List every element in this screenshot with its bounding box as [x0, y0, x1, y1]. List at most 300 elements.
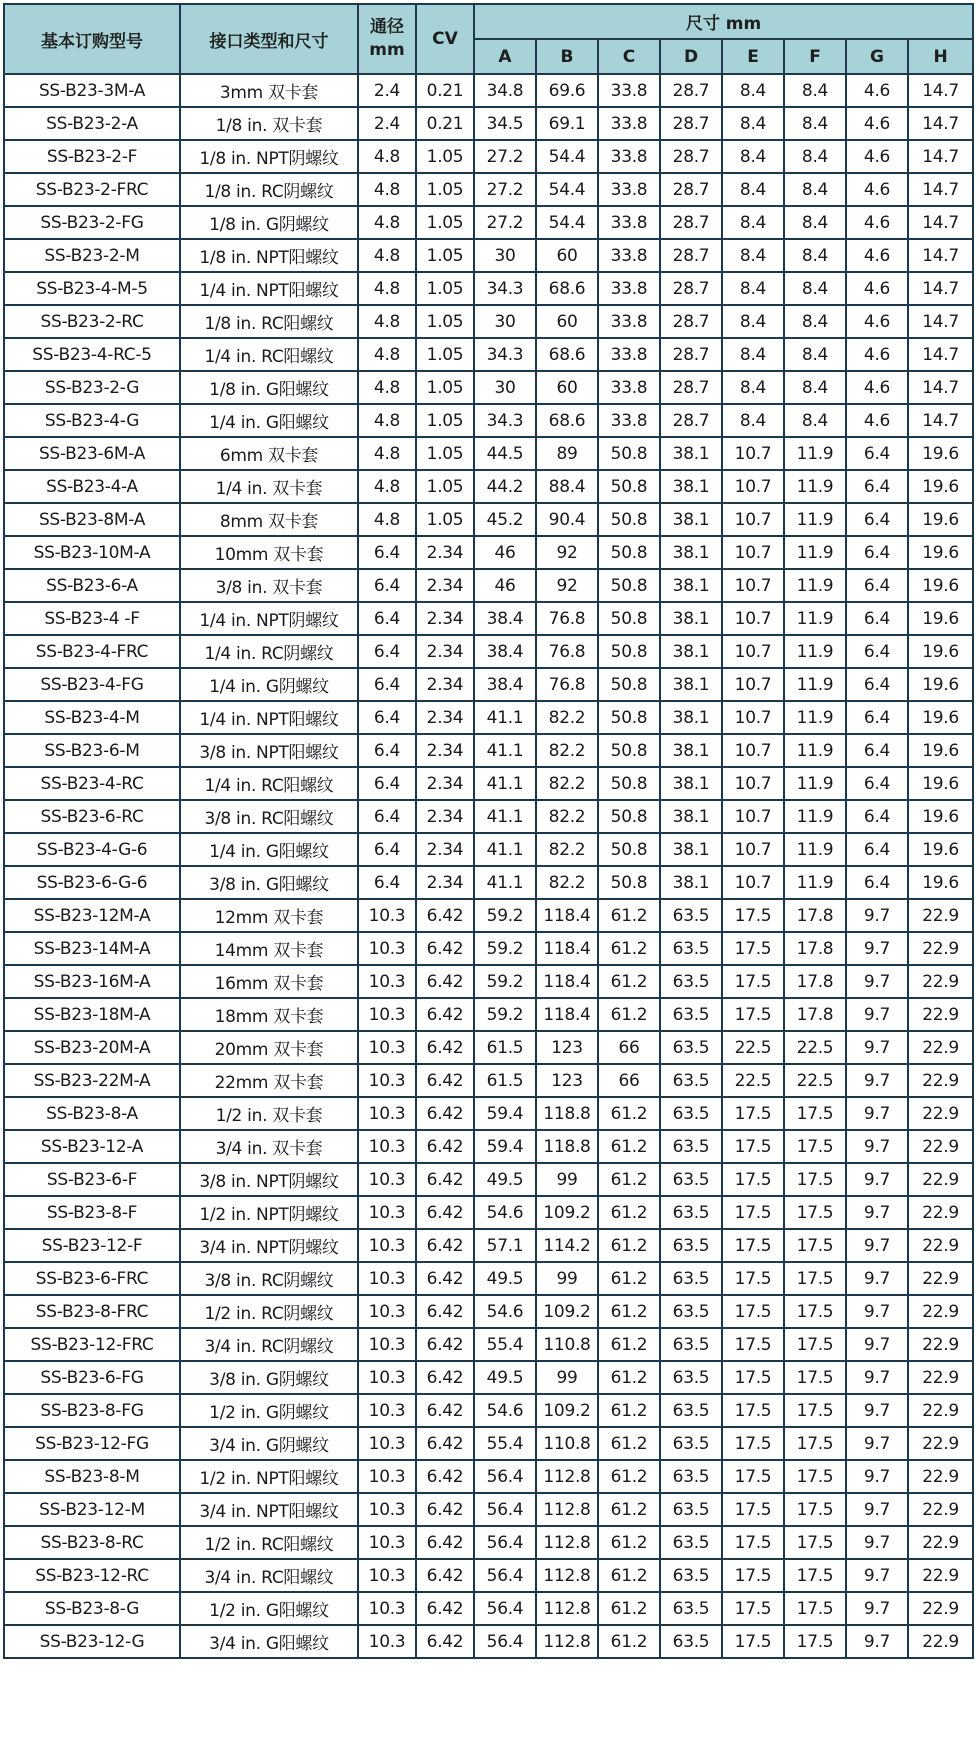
- cell-cv: 2.34: [416, 734, 474, 767]
- cell-dim-d: 38.1: [660, 569, 722, 602]
- cell-bore: 10.3: [358, 1559, 416, 1592]
- cell-dim-f: 22.5: [784, 1031, 846, 1064]
- cell-model: SS-B23-4-A: [4, 470, 180, 503]
- cell-dim-a: 38.4: [474, 635, 536, 668]
- cell-dim-h: 19.6: [908, 503, 973, 536]
- cell-dim-d: 63.5: [660, 1394, 722, 1427]
- cell-dim-h: 22.9: [908, 1229, 973, 1262]
- table-row: [4, 602, 973, 635]
- cell-dim-e: 10.7: [722, 503, 784, 536]
- cell-dim-d: 28.7: [660, 107, 722, 140]
- table-row: [4, 767, 973, 800]
- cell-dim-f: 11.9: [784, 833, 846, 866]
- cell-dim-g: 9.7: [846, 1625, 908, 1658]
- cell-dim-b: 60: [536, 371, 598, 404]
- cell-dim-d: 63.5: [660, 1163, 722, 1196]
- cell-dim-d: 38.1: [660, 536, 722, 569]
- cell-dim-e: 17.5: [722, 1295, 784, 1328]
- cell-dim-e: 8.4: [722, 338, 784, 371]
- cell-dim-f: 17.5: [784, 1361, 846, 1394]
- cell-dim-c: 61.2: [598, 1163, 660, 1196]
- cell-dim-e: 17.5: [722, 899, 784, 932]
- cell-dim-f: 8.4: [784, 107, 846, 140]
- cell-dim-c: 50.8: [598, 569, 660, 602]
- cell-dim-b: 82.2: [536, 833, 598, 866]
- cell-dim-a: 44.5: [474, 437, 536, 470]
- cell-dim-h: 14.7: [908, 371, 973, 404]
- cell-dim-h: 19.6: [908, 569, 973, 602]
- cell-dim-h: 22.9: [908, 1592, 973, 1625]
- cell-dim-a: 61.5: [474, 1064, 536, 1097]
- table-row: [4, 1229, 973, 1262]
- cell-dim-h: 19.6: [908, 470, 973, 503]
- cell-dim-g: 9.7: [846, 1427, 908, 1460]
- cell-dim-h: 14.7: [908, 338, 973, 371]
- cell-dim-g: 4.6: [846, 404, 908, 437]
- spec-table: [3, 3, 974, 1659]
- cell-dim-h: 22.9: [908, 1262, 973, 1295]
- cell-dim-b: 112.8: [536, 1592, 598, 1625]
- cell-dim-g: 9.7: [846, 1460, 908, 1493]
- cell-dim-b: 114.2: [536, 1229, 598, 1262]
- table-row: [4, 272, 973, 305]
- cell-interface: 3/4 in. G阳螺纹: [180, 1625, 358, 1658]
- cell-dim-a: 56.4: [474, 1592, 536, 1625]
- cell-dim-d: 38.1: [660, 437, 722, 470]
- cell-bore: 10.3: [358, 1526, 416, 1559]
- cell-dim-d: 63.5: [660, 1064, 722, 1097]
- table-row: [4, 965, 973, 998]
- cell-bore: 4.8: [358, 470, 416, 503]
- cell-model: SS-B23-22M-A: [4, 1064, 180, 1097]
- header-dim-e: E: [722, 39, 784, 74]
- cell-dim-e: 17.5: [722, 1361, 784, 1394]
- cell-bore: 6.4: [358, 800, 416, 833]
- cell-interface: 10mm 双卡套: [180, 536, 358, 569]
- cell-model: SS-B23-6-FRC: [4, 1262, 180, 1295]
- cell-dim-b: 110.8: [536, 1328, 598, 1361]
- cell-dim-b: 110.8: [536, 1427, 598, 1460]
- table-row: [4, 437, 973, 470]
- table-row: [4, 800, 973, 833]
- cell-dim-e: 17.5: [722, 1559, 784, 1592]
- cell-dim-g: 4.6: [846, 107, 908, 140]
- cell-dim-c: 33.8: [598, 272, 660, 305]
- cell-dim-g: 4.6: [846, 74, 908, 107]
- cell-dim-a: 45.2: [474, 503, 536, 536]
- cell-interface: 3/4 in. RC阳螺纹: [180, 1559, 358, 1592]
- cell-interface: 1/8 in. G阴螺纹: [180, 206, 358, 239]
- cell-model: SS-B23-12-M: [4, 1493, 180, 1526]
- cell-dim-a: 57.1: [474, 1229, 536, 1262]
- cell-dim-e: 17.5: [722, 1262, 784, 1295]
- cell-interface: 3/4 in. G阴螺纹: [180, 1427, 358, 1460]
- cell-model: SS-B23-4-G: [4, 404, 180, 437]
- cell-dim-b: 82.2: [536, 866, 598, 899]
- cell-interface: 3/4 in. NPT阳螺纹: [180, 1493, 358, 1526]
- cell-cv: 2.34: [416, 569, 474, 602]
- cell-dim-g: 9.7: [846, 1031, 908, 1064]
- cell-cv: 6.42: [416, 1262, 474, 1295]
- cell-dim-e: 8.4: [722, 239, 784, 272]
- cell-dim-e: 8.4: [722, 272, 784, 305]
- cell-dim-g: 9.7: [846, 1196, 908, 1229]
- cell-cv: 6.42: [416, 1031, 474, 1064]
- cell-model: SS-B23-6-G-6: [4, 866, 180, 899]
- cell-dim-f: 11.9: [784, 734, 846, 767]
- cell-cv: 6.42: [416, 1427, 474, 1460]
- table-row: [4, 1559, 973, 1592]
- cell-dim-f: 11.9: [784, 866, 846, 899]
- cell-interface: 3/8 in. NPT阴螺纹: [180, 1163, 358, 1196]
- cell-dim-e: 17.5: [722, 1427, 784, 1460]
- cell-dim-a: 34.8: [474, 74, 536, 107]
- cell-dim-e: 17.5: [722, 1394, 784, 1427]
- cell-dim-g: 9.7: [846, 1229, 908, 1262]
- cell-dim-g: 6.4: [846, 569, 908, 602]
- cell-dim-d: 63.5: [660, 932, 722, 965]
- cell-dim-d: 63.5: [660, 1229, 722, 1262]
- cell-model: SS-B23-6-A: [4, 569, 180, 602]
- cell-dim-h: 22.9: [908, 1361, 973, 1394]
- cell-dim-f: 8.4: [784, 206, 846, 239]
- table-row: [4, 140, 973, 173]
- cell-interface: 3/4 in. 双卡套: [180, 1130, 358, 1163]
- cell-dim-f: 17.8: [784, 932, 846, 965]
- cell-dim-c: 50.8: [598, 437, 660, 470]
- cell-dim-h: 22.9: [908, 1493, 973, 1526]
- cell-interface: 3/8 in. G阴螺纹: [180, 1361, 358, 1394]
- cell-cv: 6.42: [416, 1196, 474, 1229]
- cell-dim-g: 4.6: [846, 272, 908, 305]
- cell-dim-f: 17.5: [784, 1526, 846, 1559]
- cell-dim-g: 6.4: [846, 503, 908, 536]
- cell-dim-g: 6.4: [846, 536, 908, 569]
- cell-bore: 10.3: [358, 1097, 416, 1130]
- table-row: [4, 173, 973, 206]
- cell-dim-e: 17.5: [722, 1625, 784, 1658]
- cell-dim-h: 22.9: [908, 1196, 973, 1229]
- cell-dim-f: 8.4: [784, 74, 846, 107]
- cell-dim-h: 22.9: [908, 1163, 973, 1196]
- cell-dim-h: 22.9: [908, 965, 973, 998]
- cell-dim-f: 17.8: [784, 965, 846, 998]
- cell-dim-c: 61.2: [598, 1526, 660, 1559]
- cell-cv: 6.42: [416, 965, 474, 998]
- cell-interface: 8mm 双卡套: [180, 503, 358, 536]
- cell-dim-a: 34.5: [474, 107, 536, 140]
- cell-dim-b: 68.6: [536, 272, 598, 305]
- cell-dim-g: 9.7: [846, 1493, 908, 1526]
- cell-interface: 3/4 in. NPT阴螺纹: [180, 1229, 358, 1262]
- cell-bore: 10.3: [358, 1394, 416, 1427]
- cell-dim-e: 17.5: [722, 1196, 784, 1229]
- cell-dim-c: 61.2: [598, 1460, 660, 1493]
- cell-bore: 6.4: [358, 635, 416, 668]
- cell-dim-h: 19.6: [908, 833, 973, 866]
- cell-model: SS-B23-6-FG: [4, 1361, 180, 1394]
- cell-model: SS-B23-4-M: [4, 701, 180, 734]
- cell-dim-c: 61.2: [598, 1328, 660, 1361]
- cell-model: SS-B23-2-A: [4, 107, 180, 140]
- cell-dim-d: 63.5: [660, 1460, 722, 1493]
- cell-dim-a: 59.2: [474, 965, 536, 998]
- cell-dim-b: 112.8: [536, 1460, 598, 1493]
- table-row: [4, 1361, 973, 1394]
- header-dim-a: A: [474, 39, 536, 74]
- cell-cv: 1.05: [416, 173, 474, 206]
- cell-dim-a: 41.1: [474, 833, 536, 866]
- table-row: [4, 1031, 973, 1064]
- cell-bore: 4.8: [358, 437, 416, 470]
- table-row: [4, 1196, 973, 1229]
- cell-dim-g: 9.7: [846, 1361, 908, 1394]
- cell-cv: 2.34: [416, 866, 474, 899]
- cell-dim-g: 4.6: [846, 239, 908, 272]
- cell-dim-h: 14.7: [908, 272, 973, 305]
- cell-dim-h: 14.7: [908, 206, 973, 239]
- cell-dim-a: 56.4: [474, 1460, 536, 1493]
- cell-dim-c: 61.2: [598, 1196, 660, 1229]
- cell-interface: 1/4 in. RC阴螺纹: [180, 635, 358, 668]
- cell-dim-d: 63.5: [660, 1427, 722, 1460]
- cell-dim-c: 50.8: [598, 866, 660, 899]
- cell-dim-h: 19.6: [908, 866, 973, 899]
- cell-dim-e: 10.7: [722, 536, 784, 569]
- cell-bore: 10.3: [358, 1163, 416, 1196]
- cell-dim-f: 17.8: [784, 899, 846, 932]
- cell-cv: 1.05: [416, 239, 474, 272]
- cell-dim-c: 50.8: [598, 602, 660, 635]
- cell-dim-f: 17.5: [784, 1460, 846, 1493]
- header-model: 基本订购型号: [4, 4, 180, 74]
- cell-dim-h: 22.9: [908, 1031, 973, 1064]
- cell-dim-d: 63.5: [660, 1130, 722, 1163]
- cell-model: SS-B23-4-RC: [4, 767, 180, 800]
- cell-interface: 1/4 in. NPT阳螺纹: [180, 701, 358, 734]
- cell-dim-g: 9.7: [846, 899, 908, 932]
- cell-interface: 3/8 in. G阳螺纹: [180, 866, 358, 899]
- cell-bore: 4.8: [358, 173, 416, 206]
- cell-dim-c: 61.2: [598, 1130, 660, 1163]
- cell-model: SS-B23-6-RC: [4, 800, 180, 833]
- cell-interface: 1/8 in. NPT阴螺纹: [180, 140, 358, 173]
- cell-dim-d: 63.5: [660, 899, 722, 932]
- cell-dim-h: 19.6: [908, 701, 973, 734]
- cell-dim-h: 14.7: [908, 74, 973, 107]
- cell-cv: 1.05: [416, 140, 474, 173]
- cell-dim-b: 123: [536, 1031, 598, 1064]
- cell-dim-c: 61.2: [598, 1394, 660, 1427]
- cell-cv: 1.05: [416, 338, 474, 371]
- cell-dim-c: 50.8: [598, 668, 660, 701]
- cell-cv: 2.34: [416, 833, 474, 866]
- cell-dim-f: 11.9: [784, 800, 846, 833]
- cell-model: SS-B23-6-M: [4, 734, 180, 767]
- cell-bore: 4.8: [358, 338, 416, 371]
- cell-dim-h: 14.7: [908, 140, 973, 173]
- cell-dim-d: 38.1: [660, 734, 722, 767]
- cell-dim-c: 33.8: [598, 371, 660, 404]
- table-row: [4, 239, 973, 272]
- cell-dim-b: 60: [536, 239, 598, 272]
- cell-bore: 10.3: [358, 932, 416, 965]
- cell-dim-g: 6.4: [846, 668, 908, 701]
- cell-dim-b: 76.8: [536, 602, 598, 635]
- cell-bore: 10.3: [358, 998, 416, 1031]
- cell-dim-a: 27.2: [474, 140, 536, 173]
- cell-interface: 20mm 双卡套: [180, 1031, 358, 1064]
- table-row: [4, 569, 973, 602]
- cell-dim-g: 9.7: [846, 1394, 908, 1427]
- cell-dim-f: 11.9: [784, 668, 846, 701]
- cell-interface: 1/4 in. G阳螺纹: [180, 404, 358, 437]
- cell-interface: 3/8 in. RC阴螺纹: [180, 1262, 358, 1295]
- table-row: [4, 833, 973, 866]
- cell-dim-c: 50.8: [598, 701, 660, 734]
- cell-dim-c: 61.2: [598, 1262, 660, 1295]
- cell-dim-d: 38.1: [660, 470, 722, 503]
- cell-bore: 10.3: [358, 1493, 416, 1526]
- cell-dim-c: 61.2: [598, 1427, 660, 1460]
- cell-dim-c: 50.8: [598, 800, 660, 833]
- cell-dim-b: 118.4: [536, 932, 598, 965]
- cell-dim-c: 61.2: [598, 1592, 660, 1625]
- cell-dim-h: 19.6: [908, 602, 973, 635]
- cell-cv: 1.05: [416, 503, 474, 536]
- cell-bore: 10.3: [358, 1262, 416, 1295]
- cell-dim-f: 8.4: [784, 140, 846, 173]
- cell-dim-f: 17.5: [784, 1427, 846, 1460]
- table-row: [4, 1130, 973, 1163]
- cell-dim-f: 17.5: [784, 1394, 846, 1427]
- cell-dim-e: 8.4: [722, 305, 784, 338]
- cell-dim-f: 17.5: [784, 1592, 846, 1625]
- cell-dim-h: 22.9: [908, 1625, 973, 1658]
- cell-model: SS-B23-8-FG: [4, 1394, 180, 1427]
- cell-dim-g: 9.7: [846, 1592, 908, 1625]
- cell-dim-g: 6.4: [846, 833, 908, 866]
- cell-dim-g: 4.6: [846, 305, 908, 338]
- cell-dim-g: 9.7: [846, 1526, 908, 1559]
- cell-bore: 4.8: [358, 503, 416, 536]
- cell-dim-d: 38.1: [660, 668, 722, 701]
- table-row: [4, 1460, 973, 1493]
- cell-model: SS-B23-16M-A: [4, 965, 180, 998]
- cell-cv: 6.42: [416, 998, 474, 1031]
- table-row: [4, 635, 973, 668]
- cell-dim-a: 30: [474, 305, 536, 338]
- table-row: [4, 998, 973, 1031]
- cell-bore: 4.8: [358, 206, 416, 239]
- cell-dim-b: 88.4: [536, 470, 598, 503]
- cell-dim-e: 10.7: [722, 701, 784, 734]
- cell-model: SS-B23-8-F: [4, 1196, 180, 1229]
- cell-cv: 6.42: [416, 1229, 474, 1262]
- cell-dim-f: 11.9: [784, 503, 846, 536]
- cell-dim-b: 112.8: [536, 1493, 598, 1526]
- cell-interface: 16mm 双卡套: [180, 965, 358, 998]
- cell-interface: 3/4 in. RC阴螺纹: [180, 1328, 358, 1361]
- cell-dim-h: 22.9: [908, 1328, 973, 1361]
- cell-cv: 6.42: [416, 1625, 474, 1658]
- cell-dim-e: 17.5: [722, 1460, 784, 1493]
- cell-interface: 6mm 双卡套: [180, 437, 358, 470]
- cell-dim-b: 99: [536, 1262, 598, 1295]
- cell-interface: 1/2 in. G阴螺纹: [180, 1394, 358, 1427]
- cell-cv: 6.42: [416, 932, 474, 965]
- header-dim-d: D: [660, 39, 722, 74]
- cell-cv: 1.05: [416, 272, 474, 305]
- cell-dim-b: 82.2: [536, 767, 598, 800]
- cell-dim-a: 56.4: [474, 1526, 536, 1559]
- cell-bore: 10.3: [358, 1196, 416, 1229]
- cell-dim-d: 63.5: [660, 1031, 722, 1064]
- cell-dim-d: 63.5: [660, 1262, 722, 1295]
- cell-dim-d: 63.5: [660, 1361, 722, 1394]
- cell-model: SS-B23-8-FRC: [4, 1295, 180, 1328]
- table-row: [4, 932, 973, 965]
- cell-dim-f: 8.4: [784, 371, 846, 404]
- cell-bore: 10.3: [358, 1361, 416, 1394]
- cell-dim-a: 54.6: [474, 1295, 536, 1328]
- cell-dim-a: 46: [474, 569, 536, 602]
- table-row: [4, 338, 973, 371]
- cell-cv: 2.34: [416, 767, 474, 800]
- cell-dim-f: 11.9: [784, 470, 846, 503]
- cell-model: SS-B23-2-M: [4, 239, 180, 272]
- cell-interface: 3/8 in. RC阳螺纹: [180, 800, 358, 833]
- cell-dim-h: 14.7: [908, 239, 973, 272]
- cell-dim-a: 49.5: [474, 1361, 536, 1394]
- cell-dim-c: 61.2: [598, 1559, 660, 1592]
- cell-cv: 6.42: [416, 899, 474, 932]
- cell-cv: 1.05: [416, 404, 474, 437]
- cell-dim-g: 9.7: [846, 998, 908, 1031]
- cell-dim-d: 63.5: [660, 965, 722, 998]
- cell-cv: 6.42: [416, 1526, 474, 1559]
- cell-dim-f: 8.4: [784, 239, 846, 272]
- cell-dim-e: 10.7: [722, 437, 784, 470]
- cell-dim-e: 10.7: [722, 470, 784, 503]
- cell-cv: 2.34: [416, 701, 474, 734]
- cell-cv: 6.42: [416, 1394, 474, 1427]
- cell-dim-g: 4.6: [846, 338, 908, 371]
- cell-dim-f: 8.4: [784, 305, 846, 338]
- cell-dim-b: 123: [536, 1064, 598, 1097]
- cell-dim-c: 50.8: [598, 734, 660, 767]
- cell-cv: 6.42: [416, 1097, 474, 1130]
- cell-interface: 1/4 in. 双卡套: [180, 470, 358, 503]
- cell-model: SS-B23-6-F: [4, 1163, 180, 1196]
- cell-interface: 1/2 in. RC阴螺纹: [180, 1295, 358, 1328]
- cell-cv: 6.42: [416, 1328, 474, 1361]
- cell-dim-d: 63.5: [660, 1526, 722, 1559]
- cell-cv: 6.42: [416, 1064, 474, 1097]
- cell-model: SS-B23-6M-A: [4, 437, 180, 470]
- cell-cv: 1.05: [416, 371, 474, 404]
- cell-interface: 1/2 in. G阳螺纹: [180, 1592, 358, 1625]
- cell-dim-h: 22.9: [908, 1559, 973, 1592]
- table-row: [4, 371, 973, 404]
- cell-bore: 10.3: [358, 1592, 416, 1625]
- cell-dim-a: 59.4: [474, 1130, 536, 1163]
- table-row: [4, 107, 973, 140]
- cell-dim-d: 28.7: [660, 338, 722, 371]
- cell-dim-d: 28.7: [660, 305, 722, 338]
- cell-dim-b: 118.8: [536, 1097, 598, 1130]
- cell-dim-b: 68.6: [536, 404, 598, 437]
